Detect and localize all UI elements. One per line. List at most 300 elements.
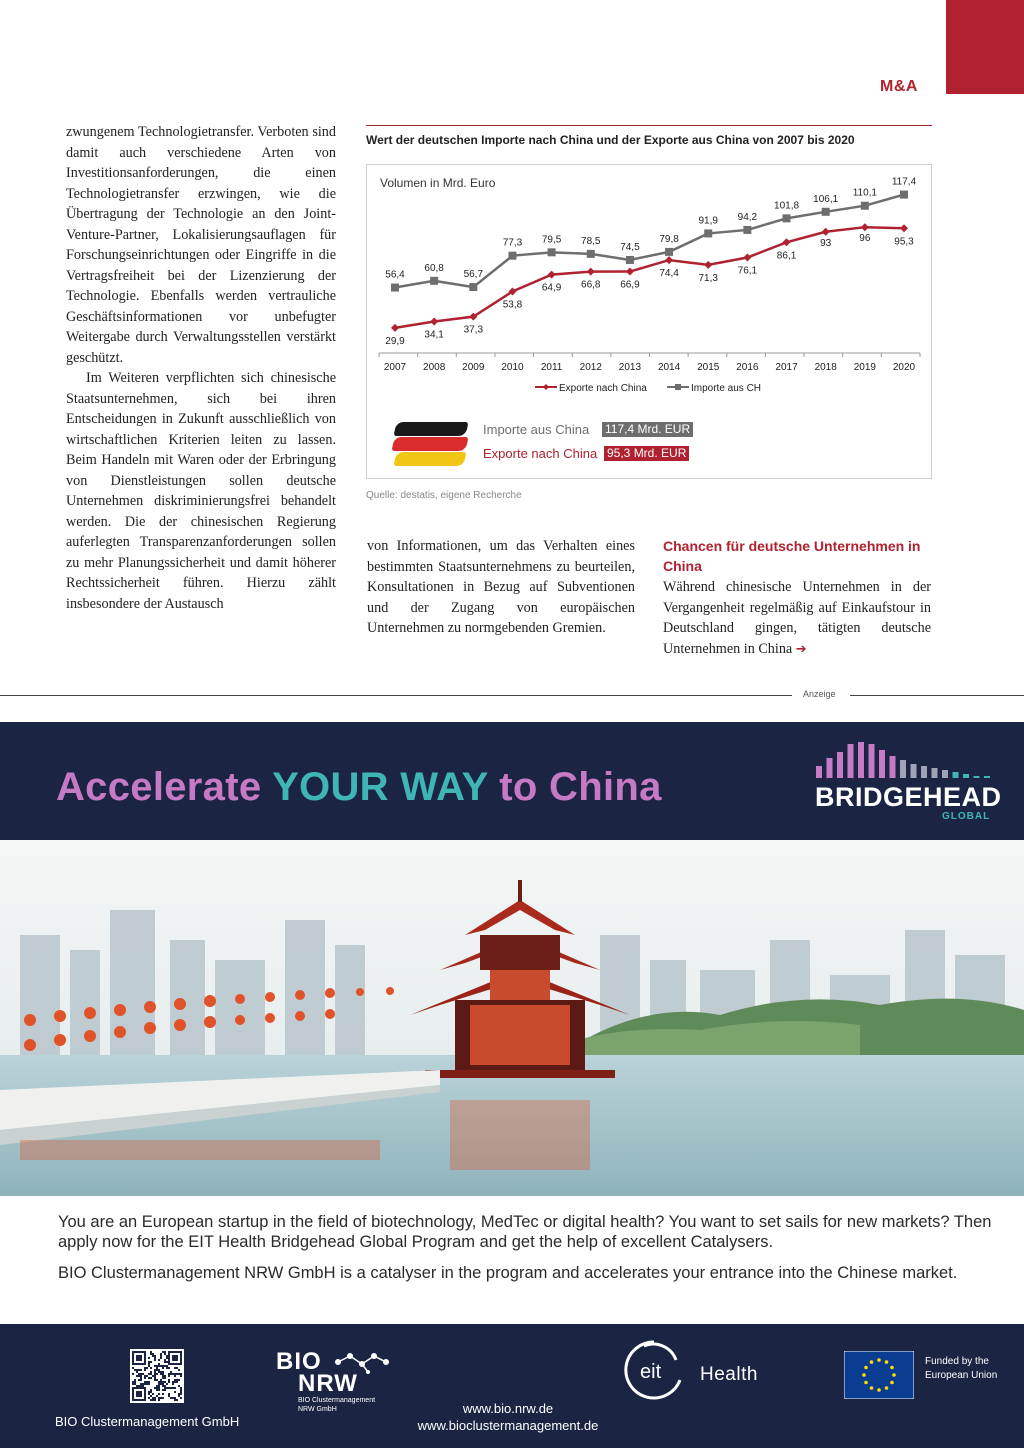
eu-star-icon: [890, 1366, 894, 1370]
corner-tab: [946, 0, 1024, 94]
qr-module: [144, 1369, 146, 1371]
qr-module: [178, 1385, 180, 1387]
qr-module: [140, 1383, 142, 1385]
qr-module: [162, 1351, 164, 1353]
x-tick-label: 2016: [736, 362, 759, 373]
qr-module: [162, 1385, 164, 1387]
headline-part: Accelerate: [56, 765, 273, 809]
qr-module: [152, 1399, 154, 1401]
data-label: 66,8: [581, 279, 601, 291]
article-paragraph: Während chinesische Unternehmen in der Vergangenheit regelmäßig auf Einkaufstour in Deutschland gingen, tätigten deutsche Unternehmen in China: [663, 579, 931, 657]
qr-module: [170, 1387, 172, 1389]
x-tick-label: 2015: [697, 362, 720, 373]
qr-module: [178, 1395, 180, 1397]
series-layer: [385, 177, 916, 347]
qr-module: [166, 1387, 168, 1389]
qr-module: [180, 1387, 182, 1389]
qr-module: [158, 1359, 160, 1361]
qr-module: [134, 1381, 136, 1383]
qr-module: [154, 1379, 156, 1381]
health-text: Health: [700, 1364, 758, 1385]
qr-module: [140, 1377, 142, 1379]
qr-module: [174, 1397, 176, 1399]
data-label: 96: [859, 233, 871, 245]
data-point: [861, 202, 869, 210]
data-point: [743, 226, 751, 234]
eu-flag-icon: [844, 1351, 914, 1399]
qr-module: [168, 1375, 170, 1377]
qr-module: [150, 1367, 152, 1369]
qr-module: [136, 1385, 138, 1387]
qr-module: [180, 1375, 182, 1377]
data-point: [822, 208, 830, 216]
summary-label-imports: Importe aus China: [483, 422, 590, 437]
company-name: BIO Clustermanagement GmbH: [55, 1414, 240, 1429]
x-tick-label: 2009: [462, 362, 485, 373]
qr-module: [158, 1385, 160, 1387]
data-point: [704, 229, 712, 237]
qr-module: [144, 1381, 146, 1383]
qr-module: [154, 1373, 156, 1375]
chart-box: [366, 164, 932, 479]
data-label: 79,8: [659, 233, 679, 245]
pagoda-lake-photo: [0, 840, 1024, 1196]
qr-module: [154, 1369, 156, 1371]
qr-module: [160, 1353, 162, 1355]
summary-value-imports: 117,4 Mrd. EUR: [602, 422, 693, 437]
qr-module: [172, 1381, 174, 1383]
qr-module: [142, 1383, 144, 1385]
qr-module: [156, 1385, 158, 1387]
eu-star-icon: [862, 1373, 866, 1377]
bridgehead-logo-sub: GLOBAL: [942, 811, 991, 822]
data-label: 91,9: [698, 215, 718, 227]
qr-module: [156, 1365, 158, 1367]
legend-marker: [675, 384, 681, 390]
qr-module: [136, 1369, 138, 1371]
qr-module: [164, 1351, 166, 1353]
qr-module: [170, 1371, 172, 1373]
chart-legend: [535, 383, 761, 394]
qr-module: [160, 1373, 162, 1375]
eu-funded-line2: European Union: [925, 1370, 998, 1381]
qr-module: [178, 1369, 180, 1371]
ad-body: [58, 1212, 998, 1294]
qr-module: [164, 1377, 166, 1379]
qr-module: [148, 1397, 150, 1399]
data-label: 117,4: [891, 176, 917, 188]
qr-module: [138, 1375, 140, 1377]
flag-germany-icon: [391, 422, 471, 466]
qr-module: [134, 1369, 136, 1371]
molecule-icon: [332, 1350, 392, 1374]
bridgehead-logo-text: BRIDGEHEAD: [815, 782, 1002, 812]
qr-module: [158, 1393, 160, 1395]
qr-module: [144, 1367, 146, 1369]
qr-module: [166, 1365, 168, 1367]
qr-module: [156, 1389, 158, 1391]
qr-module: [140, 1375, 142, 1377]
qr-module: [174, 1379, 176, 1381]
eu-star-icon: [877, 1388, 881, 1392]
data-point: [743, 254, 751, 262]
qr-module: [148, 1365, 150, 1367]
qr-module: [156, 1369, 158, 1371]
qr-module: [158, 1383, 160, 1385]
data-label: 71,3: [698, 272, 718, 284]
qr-module: [148, 1357, 150, 1359]
qr-module: [180, 1373, 182, 1375]
qr-module: [154, 1357, 156, 1359]
qr-module: [132, 1367, 134, 1369]
qr-module: [148, 1377, 150, 1379]
qr-module: [156, 1373, 158, 1375]
qr-module: [152, 1375, 154, 1377]
qr-module: [144, 1375, 146, 1377]
qr-module: [140, 1369, 142, 1371]
article-column-1: [66, 122, 336, 614]
data-label: 64,9: [541, 282, 562, 294]
qr-module: [168, 1381, 170, 1383]
qr-module: [158, 1389, 160, 1391]
data-point: [430, 277, 438, 285]
data-label: 95,3: [894, 236, 914, 248]
summary-value-exports: 95,3 Mrd. EUR: [604, 446, 689, 461]
ad-paragraph: BIO Clustermanagement NRW GmbH is a catalyser in the program and accelerates your entrance into the Chinese market.: [58, 1264, 958, 1282]
data-label: 34,1: [424, 329, 444, 341]
qr-module: [164, 1381, 166, 1383]
data-point: [900, 191, 908, 199]
qr-module: [162, 1377, 164, 1379]
qr-module: [148, 1381, 150, 1383]
data-label: 93: [820, 237, 832, 249]
divider: [0, 695, 792, 696]
eit-text: eit: [640, 1361, 662, 1383]
x-tick-label: 2020: [892, 362, 916, 373]
qr-module: [178, 1379, 180, 1381]
qr-module: [172, 1373, 174, 1375]
article-paragraph: zwungenem Technologietransfer. Verboten sind damit auch verschiedene Arten von Investitionsanforderungen, die einen Technologietransfer erzwingen, wie die Übertragung der Technologie an den Joint-Venture-Partner, Lokalisierungsauflagen für Forschungseinrichtungen oder Eingriffe in die Vertragsfreiheit bei der Lizenzierung der Technologie. Ebenfalls werden vertrauliche Geschäftsinformationen vor unbefugter Weitergabe durch Verwaltungsstellen verstärkt geschützt.: [66, 124, 336, 366]
qr-module: [138, 1379, 140, 1381]
bio-nrw-logo: [276, 1348, 396, 1423]
data-point: [861, 223, 869, 231]
qr-module: [150, 1391, 152, 1393]
qr-module: [174, 1375, 176, 1377]
qr-module: [158, 1381, 160, 1383]
data-label: 37,3: [463, 324, 484, 336]
qr-module: [164, 1365, 166, 1367]
qr-module: [150, 1371, 152, 1373]
qr-module: [162, 1375, 164, 1377]
qr-module: [168, 1379, 170, 1381]
ad-footer-band: [0, 1324, 1024, 1448]
qr-module: [174, 1399, 176, 1401]
data-point: [704, 261, 712, 269]
bio-nrw-line2: NRW: [298, 1370, 358, 1397]
logo-bar: [837, 752, 843, 778]
qr-module: [146, 1367, 148, 1369]
qr-module: [162, 1393, 164, 1395]
url-bio-nrw[interactable]: www.bio.nrw.de: [462, 1401, 554, 1416]
data-point: [626, 256, 634, 264]
qr-module: [166, 1357, 168, 1359]
qr-module: [178, 1373, 180, 1375]
data-label: 74,5: [620, 241, 640, 253]
data-point: [900, 224, 908, 232]
x-tick-label: 2014: [657, 362, 681, 373]
data-point: [626, 268, 634, 276]
logo-bar: [984, 776, 990, 778]
qr-module: [162, 1373, 164, 1375]
qr-module: [176, 1381, 178, 1383]
bio-nrw-sub1: BIO Clustermanagement: [298, 1397, 376, 1404]
article-paragraph: Im Weiteren verpflichten sich chinesische Staatsunternehmen, sich bei ihren Entscheidungen in Zukunft ausschließlich von wirtschaftlichen Kriterien leiten zu lassen. Beim Handeln mit Waren oder der Erbringung von Dienstleistungen sollen deutsche Unternehmen diskriminierungsfrei behandelt werden. Die der chinesischen Regierung auferlegten Transparenzanforderungen sollen zu mehr Planungssicherheit und damit höherer Rechtssicherheit führen. Hierzu zählt insbesondere der Austausch: [66, 370, 336, 612]
data-label: 94,2: [737, 211, 758, 223]
qr-module: [170, 1397, 172, 1399]
x-tick-label: 2018: [814, 362, 837, 373]
qr-module: [168, 1387, 170, 1389]
qr-module: [168, 1367, 170, 1369]
logo-bar: [879, 750, 885, 778]
qr-module: [162, 1389, 164, 1391]
qr-module: [146, 1381, 148, 1383]
qr-module: [174, 1387, 176, 1389]
qr-module: [162, 1383, 164, 1385]
ad-headline: [56, 765, 662, 810]
qr-code-icon[interactable]: [130, 1349, 184, 1403]
qr-module: [160, 1397, 162, 1399]
logo-bar: [869, 744, 875, 778]
eu-star-icon: [870, 1386, 874, 1390]
logo-bar: [932, 768, 938, 778]
qr-module: [136, 1391, 142, 1397]
qr-module: [174, 1391, 176, 1393]
qr-module: [132, 1373, 134, 1375]
qr-module: [140, 1379, 142, 1381]
qr-module: [158, 1365, 160, 1367]
data-label: 53,8: [502, 299, 523, 311]
qr-module: [162, 1381, 164, 1383]
qr-module: [150, 1395, 152, 1397]
url-bioclustermanagement[interactable]: www.bioclustermanagement.de: [417, 1418, 599, 1433]
data-label: 74,4: [659, 268, 679, 280]
data-point: [508, 252, 516, 260]
data-point: [430, 318, 438, 326]
bio-nrw-line1: BIO: [276, 1348, 322, 1375]
qr-module: [156, 1379, 158, 1381]
eu-star-icon: [892, 1373, 896, 1377]
qr-module: [152, 1397, 154, 1399]
qr-module: [162, 1371, 164, 1373]
x-tick-label: 2012: [579, 362, 602, 373]
y-axis-label: Volumen in Mrd. Euro: [380, 176, 496, 190]
qr-module: [134, 1379, 136, 1381]
qr-module: [150, 1399, 152, 1401]
qr-module: [144, 1377, 146, 1379]
qr-module: [162, 1367, 164, 1369]
logo-bar: [953, 772, 959, 778]
qr-module: [156, 1387, 158, 1389]
qr-module: [160, 1381, 162, 1383]
data-point: [548, 271, 556, 279]
logo-bar: [900, 760, 906, 778]
x-tick-label: 2008: [423, 362, 446, 373]
x-axis: [379, 353, 920, 373]
qr-module: [168, 1393, 170, 1395]
qr-module: [158, 1371, 160, 1373]
data-label: 60,8: [424, 262, 444, 274]
data-label: 106,1: [813, 193, 839, 205]
qr-module: [132, 1381, 134, 1383]
logo-bar: [848, 744, 854, 778]
qr-module: [136, 1375, 138, 1377]
qr-module: [138, 1369, 140, 1371]
qr-module: [180, 1391, 182, 1393]
eu-star-icon: [870, 1360, 874, 1364]
x-tick-label: 2010: [501, 362, 524, 373]
qr-module: [150, 1351, 152, 1353]
data-point: [587, 250, 595, 258]
chart-top-rule: [366, 125, 932, 126]
qr-module: [164, 1361, 166, 1363]
qr-module: [152, 1353, 154, 1355]
qr-module: [148, 1393, 150, 1395]
data-point: [469, 283, 477, 291]
qr-module: [160, 1357, 162, 1359]
data-label: 56,4: [385, 269, 405, 281]
data-label: 29,9: [385, 335, 405, 347]
logo-bar: [858, 742, 864, 778]
qr-module: [178, 1393, 180, 1395]
qr-module: [150, 1377, 152, 1379]
qr-module: [170, 1373, 172, 1375]
qr-module: [172, 1383, 174, 1385]
eu-funded-line1: Funded by the: [925, 1356, 989, 1367]
legend-label: Importe aus CH: [691, 383, 762, 394]
logo-bar: [816, 766, 822, 778]
qr-module: [164, 1359, 166, 1361]
qr-module: [138, 1385, 140, 1387]
qr-module: [180, 1397, 182, 1399]
qr-module: [164, 1375, 166, 1377]
data-point: [665, 248, 673, 256]
data-point: [783, 214, 791, 222]
data-point: [391, 284, 399, 292]
chart-title: Wert der deutschen Importe nach China und der Exporte aus China von 2007 bis 2020: [366, 133, 855, 147]
qr-module: [164, 1353, 166, 1355]
qr-module: [150, 1353, 152, 1355]
qr-module: [162, 1397, 164, 1399]
qr-module: [154, 1355, 156, 1357]
logo-bar: [921, 766, 927, 778]
article-column-2: [367, 536, 635, 639]
data-label: 66,9: [620, 279, 640, 291]
qr-module: [148, 1363, 150, 1365]
continue-arrow-icon: ➔: [795, 641, 807, 657]
bridgehead-bars-icon: [816, 742, 1000, 780]
qr-module: [172, 1355, 178, 1361]
qr-module: [132, 1383, 134, 1385]
eu-star-icon: [877, 1358, 881, 1362]
qr-module: [166, 1355, 168, 1357]
qr-module: [154, 1375, 156, 1377]
qr-module: [136, 1371, 138, 1373]
bio-nrw-sub2: NRW GmbH: [298, 1406, 337, 1413]
divider: [850, 695, 1024, 696]
data-label: 101,8: [774, 200, 800, 212]
data-point: [665, 256, 673, 264]
qr-module: [176, 1379, 178, 1381]
qr-module: [164, 1385, 166, 1387]
qr-module: [164, 1387, 166, 1389]
qr-module: [148, 1373, 150, 1375]
qr-module: [168, 1373, 170, 1375]
qr-module: [148, 1383, 150, 1385]
qr-module: [158, 1399, 160, 1401]
qr-module: [180, 1393, 182, 1395]
logo-bar: [974, 776, 980, 778]
qr-module: [174, 1373, 176, 1375]
qr-module: [148, 1361, 150, 1363]
qr-module: [176, 1399, 178, 1401]
qr-module: [160, 1371, 162, 1373]
qr-module: [136, 1355, 142, 1361]
qr-module: [154, 1365, 156, 1367]
qr-module: [176, 1373, 178, 1375]
qr-module: [146, 1383, 148, 1385]
qr-module: [164, 1389, 166, 1391]
data-point: [391, 324, 399, 332]
eu-star-icon: [864, 1381, 868, 1385]
qr-module: [160, 1383, 162, 1385]
data-point: [587, 268, 595, 276]
eu-star-icon: [885, 1360, 889, 1364]
article-column-3: [663, 577, 931, 660]
qr-module: [166, 1367, 168, 1369]
logo-bar: [827, 758, 833, 778]
x-tick-label: 2017: [775, 362, 798, 373]
qr-module: [162, 1365, 164, 1367]
qr-module: [154, 1399, 156, 1401]
eu-star-icon: [864, 1366, 868, 1370]
qr-module: [160, 1355, 162, 1357]
article-paragraph: von Informationen, um das Verhalten eines bestimmten Staatsunternehmens zu beurteilen, Konsultationen in Bezug auf Subventionen und der Zugang von europäischen Unternehmen zu normgebenden Gremien.: [367, 538, 635, 636]
legend-label: Exporte nach China: [559, 383, 647, 394]
qr-module: [172, 1397, 174, 1399]
qr-module: [142, 1373, 144, 1375]
qr-module: [172, 1387, 174, 1389]
qr-module: [168, 1395, 170, 1397]
qr-module: [166, 1383, 168, 1385]
data-label: 56,7: [463, 269, 484, 281]
data-point: [783, 238, 791, 246]
qr-module: [154, 1371, 156, 1373]
qr-module: [144, 1383, 146, 1385]
qr-module: [156, 1395, 158, 1397]
qr-module: [146, 1375, 148, 1377]
qr-module: [176, 1367, 178, 1369]
qr-module: [158, 1397, 160, 1399]
x-tick-label: 2007: [383, 362, 407, 373]
qr-module: [150, 1361, 152, 1363]
qr-module: [152, 1393, 154, 1395]
qr-module: [154, 1397, 156, 1399]
eu-star-icon: [885, 1386, 889, 1390]
logo-bar: [911, 764, 917, 778]
logo-bar: [890, 756, 896, 778]
subheading: Chancen für deutsche Unternehmen in China: [663, 538, 921, 574]
chart-source: Quelle: destatis, eigene Recherche: [366, 490, 522, 501]
